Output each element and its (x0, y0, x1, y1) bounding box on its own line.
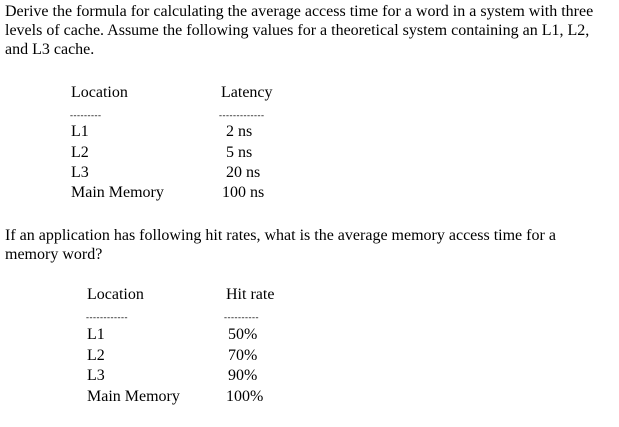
latency-row-value: 100 ns (222, 184, 265, 201)
hitrate-divider-hitrate: ---------- (224, 312, 259, 322)
question-paragraph: If an application has following hit rates, what is the average memory access time for a memory word? (5, 227, 556, 263)
latency-header-location: Location (71, 84, 128, 101)
hitrate-row-value: 90% (228, 367, 258, 384)
hitrate-row-location: L3 (87, 367, 105, 384)
latency-divider-latency: ------------- (219, 110, 265, 120)
hitrate-row-location: Main Memory (87, 388, 180, 405)
hitrate-row-value: 100% (226, 388, 264, 405)
latency-row-value: 5 ns (226, 144, 253, 161)
latency-divider-location: --------- (70, 110, 102, 120)
hitrate-row-value: 50% (228, 326, 258, 343)
latency-row-location: L3 (71, 164, 89, 181)
latency-row-location: L1 (71, 123, 89, 140)
latency-row-value: 20 ns (226, 164, 261, 181)
latency-header-latency: Latency (221, 84, 273, 101)
hitrate-row-location: L2 (87, 347, 105, 364)
latency-row-location: L2 (71, 144, 89, 161)
latency-row-value: 2 ns (226, 123, 253, 140)
hitrate-row-value: 70% (228, 347, 258, 364)
hitrate-row-location: L1 (87, 326, 105, 343)
latency-row-location: Main Memory (71, 184, 164, 201)
hitrate-header-location: Location (87, 286, 144, 303)
hitrate-divider-location: ------------ (86, 312, 128, 322)
intro-paragraph: Derive the formula for calculating the average access time for a word in a system with three levels of cache. Assume the following values for a theoretical system containing an L1, L2, and L3 cache. (5, 3, 594, 58)
hitrate-header-hitrate: Hit rate (226, 286, 275, 303)
